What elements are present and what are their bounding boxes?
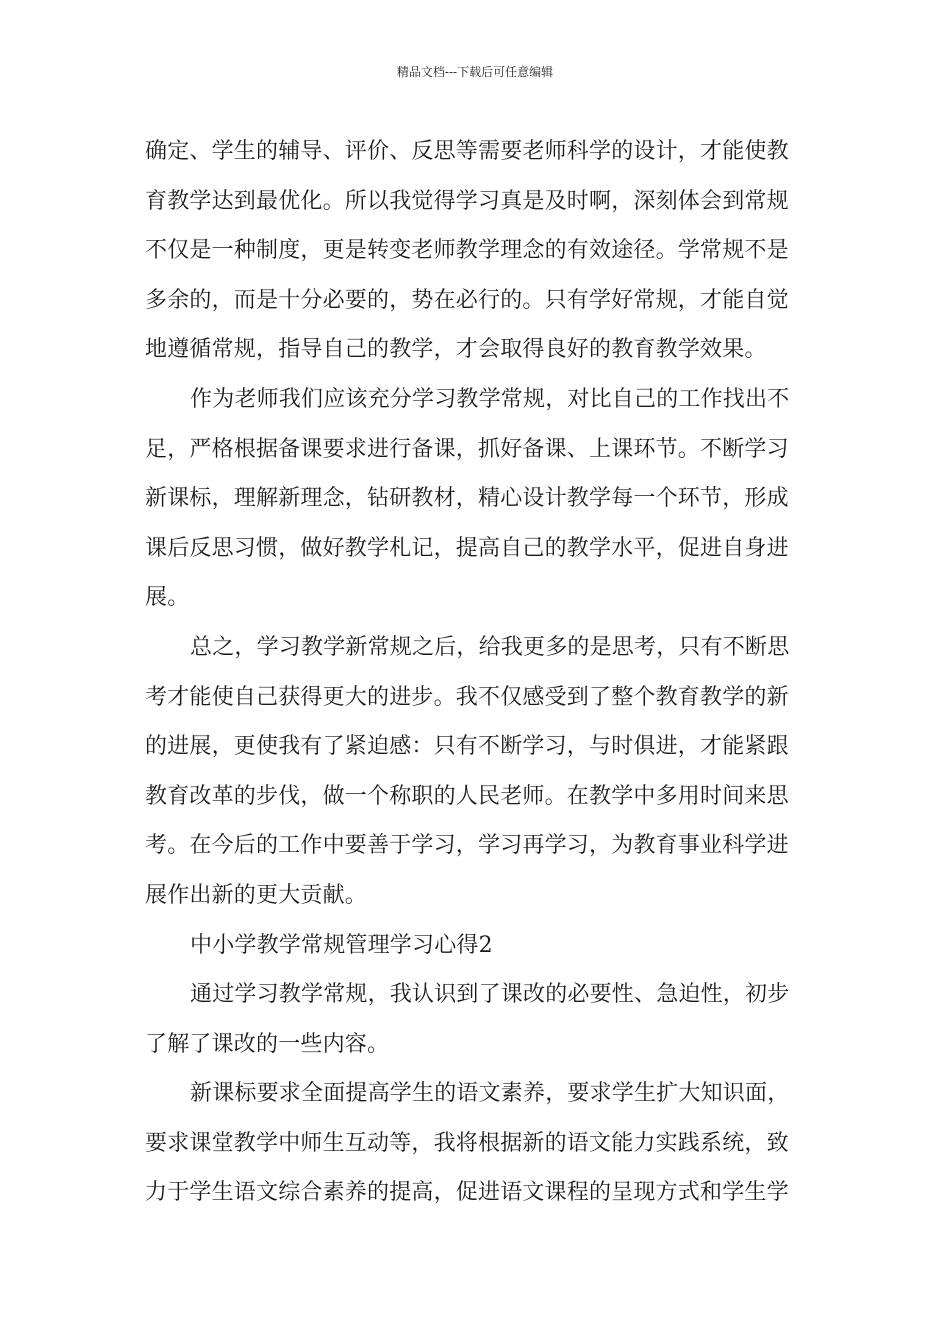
section-heading: 中小学教学常规管理学习心得2 — [190, 932, 493, 958]
text-line: 要求课堂教学中师生互动等，我将根据新的语文能力实践系统，致 — [145, 1130, 789, 1156]
paragraph-start-line: 总之，学习教学新常规之后，给我更多的是思考，只有不断思 — [190, 634, 790, 660]
text-line: 足，严格根据备课要求进行备课，抓好备课、上课环节。不断学习 — [145, 436, 789, 462]
text-line: 展。 — [145, 585, 190, 611]
body-text — [145, 127, 815, 1218]
paragraph-start-line: 作为老师我们应该充分学习教学常规，对比自己的工作找出不 — [190, 386, 790, 412]
page-header: 精品文档---下载后可任意编辑 — [396, 65, 554, 79]
text-line: 确定、学生的辅导、评价、反思等需要老师科学的设计，才能使教 — [145, 139, 789, 164]
text-line: 多余的，而是十分必要的，势在必行的。只有学好常规，才能自觉 — [145, 287, 789, 313]
text-line: 力于学生语文综合素养的提高，促进语文课程的呈现方式和学生学 — [145, 1180, 789, 1206]
text-line: 展作出新的更大贡献。 — [145, 882, 368, 908]
text-line: 了解了课改的一些内容。 — [145, 1031, 390, 1057]
text-line: 地遵循常规，指导自己的教学，才会取得良好的教育教学效果。 — [145, 337, 767, 363]
text-line: 考才能使自己获得更大的进步。我不仅感受到了整个教育教学的新 — [145, 684, 789, 710]
paragraph-start-line: 通过学习教学常规，我认识到了课改的必要性、急迫性，初步 — [190, 982, 790, 1008]
text-line: 育教学达到最优化。所以我觉得学习真是及时啊，深刻体会到常规 — [145, 188, 789, 214]
text-line: 教育改革的步伐，做一个称职的人民老师。在教学中多用时间来思 — [145, 783, 789, 809]
text-line: 考。在今后的工作中要善于学习，学习再学习，为教育事业科学进 — [145, 833, 789, 859]
text-line: 课后反思习惯，做好教学札记，提高自己的教学水平，促进自身进 — [145, 535, 789, 561]
text-line: 新课标，理解新理念，钻研教材，精心设计教学每一个环节，形成 — [145, 486, 789, 512]
paragraph-start-line: 新课标要求全面提高学生的语文素养，要求学生扩大知识面， — [190, 1081, 790, 1107]
text-line: 的进展，更使我有了紧迫感：只有不断学习，与时俱进，才能紧跟 — [145, 734, 789, 760]
text-line: 不仅是一种制度，更是转变老师教学理念的有效途径。学常规不是 — [145, 238, 789, 264]
